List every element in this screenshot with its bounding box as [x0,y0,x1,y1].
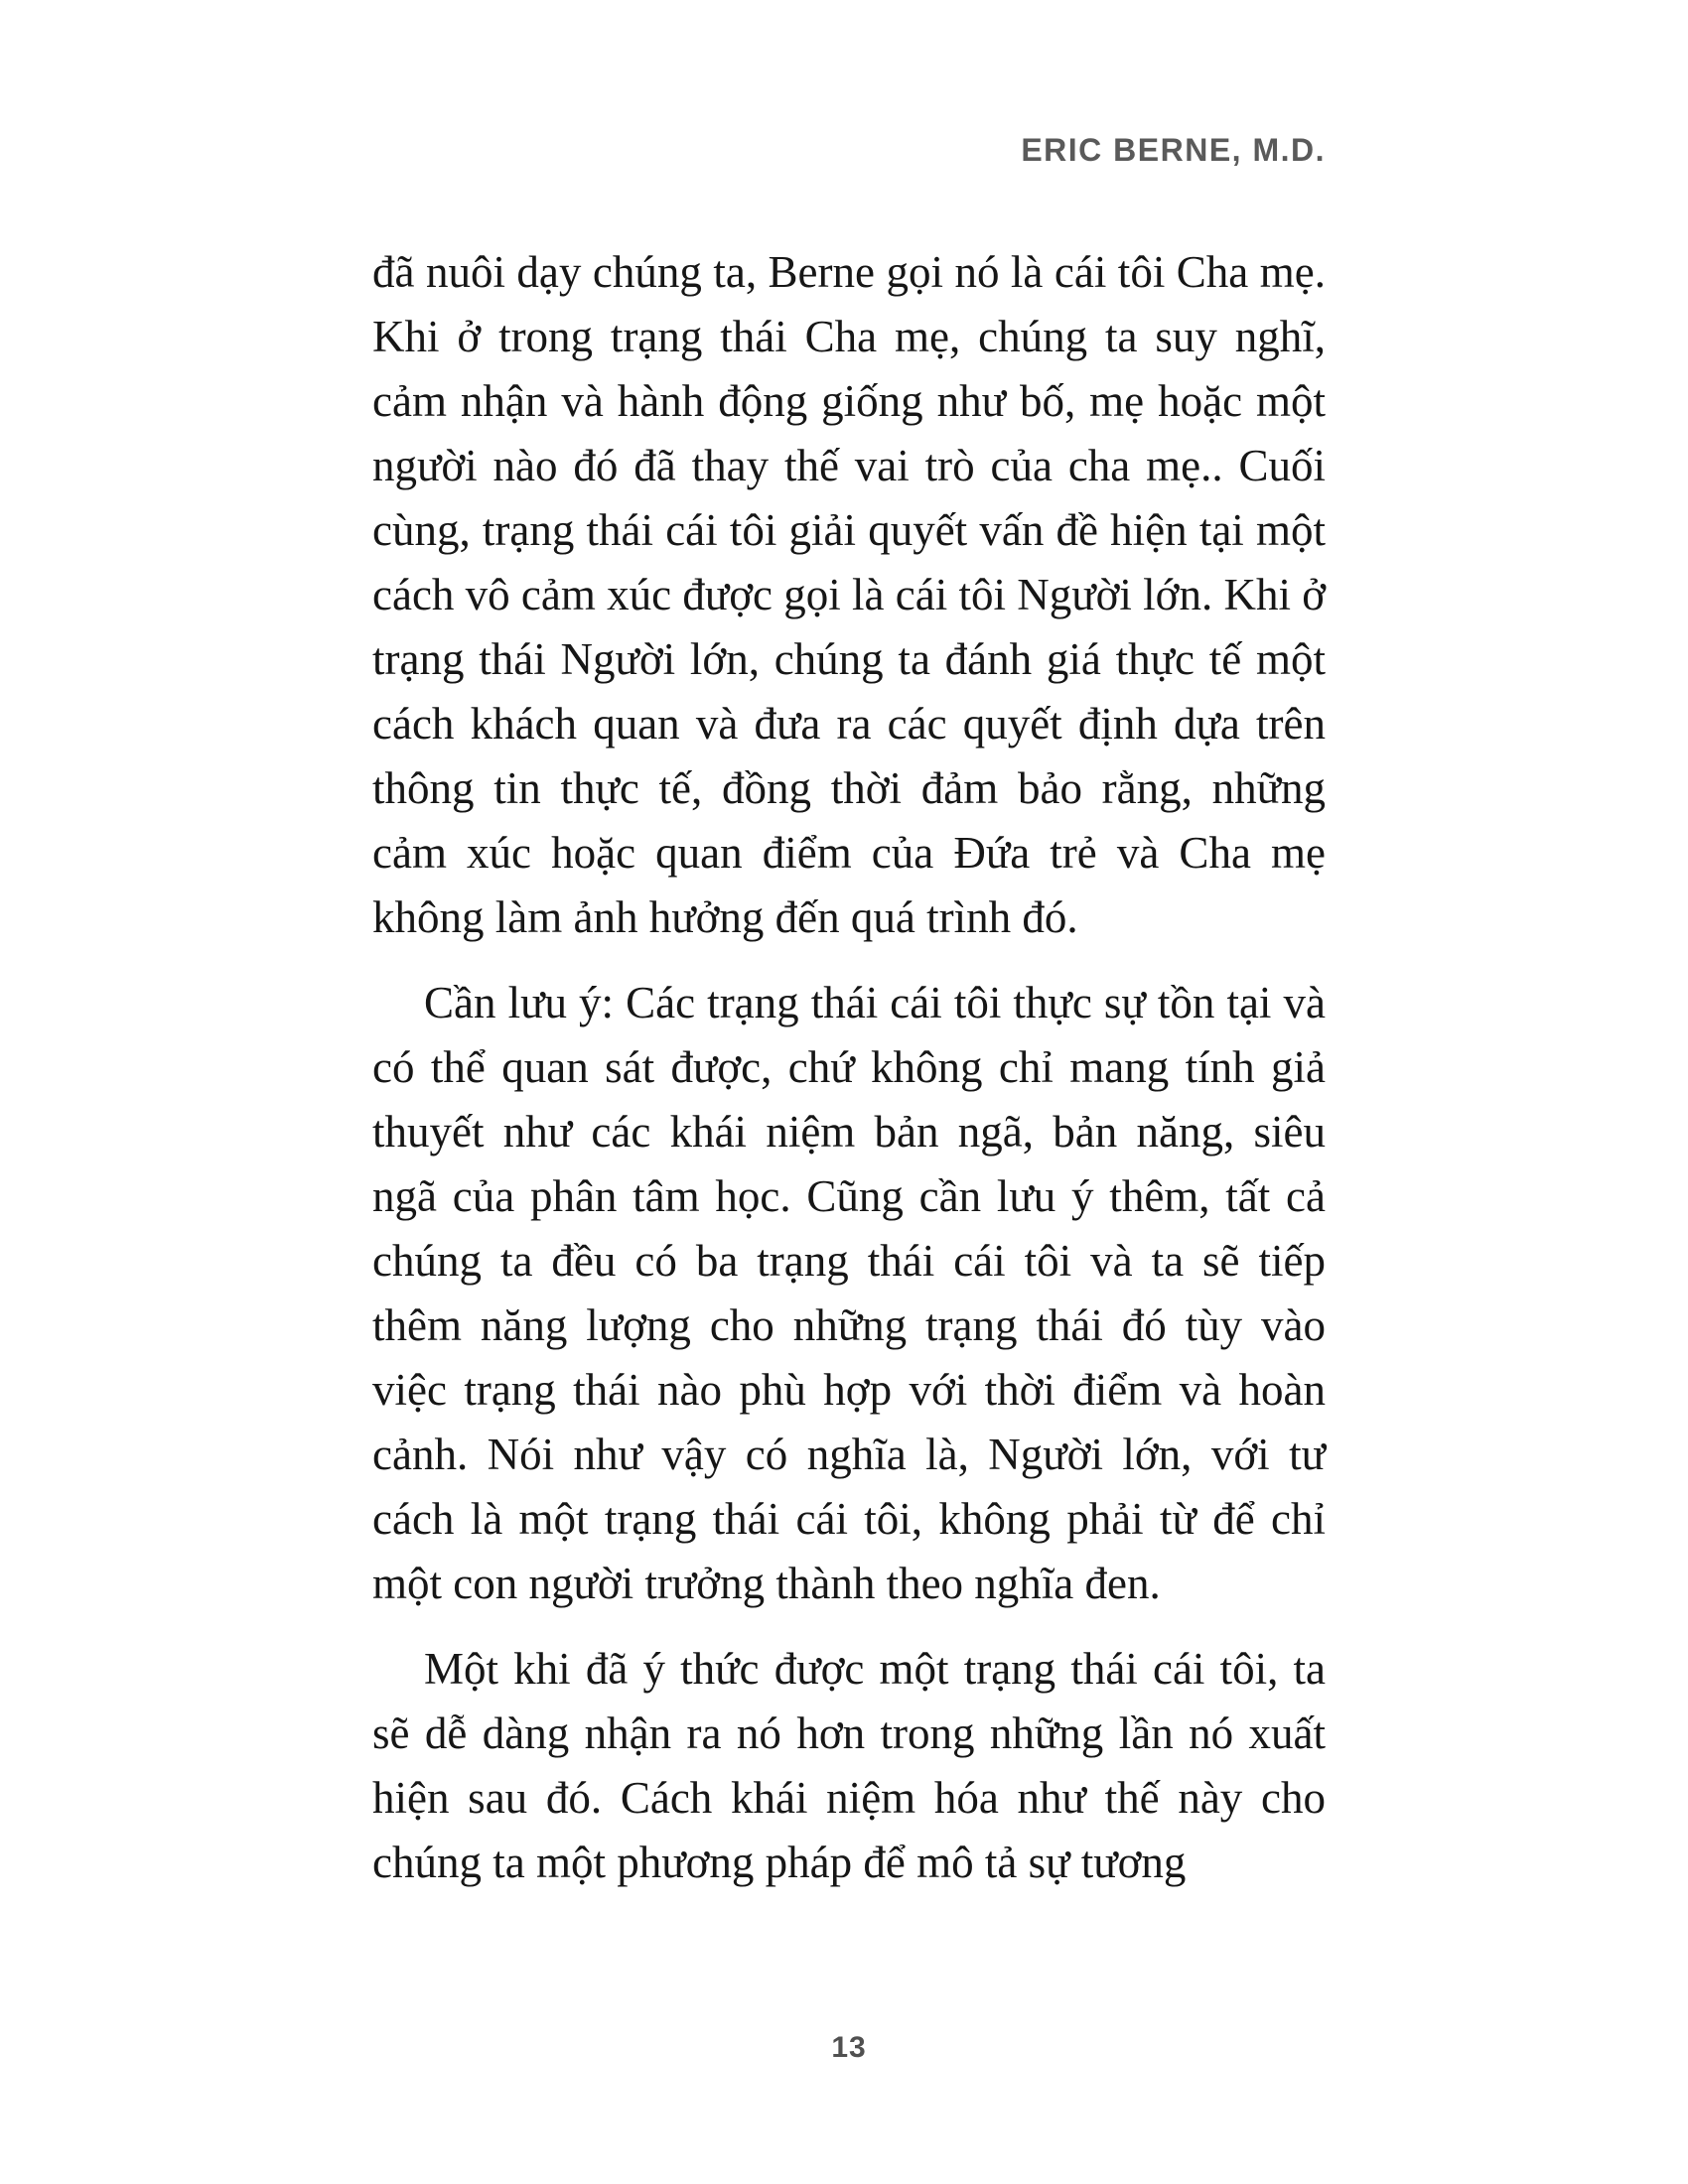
running-header: ERIC BERNE, M.D. [1021,132,1326,168]
page-number: 13 [831,2031,867,2064]
body-text [372,240,1326,1916]
paragraph-continuation: đã nuôi dạy chúng ta, Berne gọi nó là cái tôi Cha mẹ. Khi ở trong trạng thái Cha mẹ, chúng ta suy nghĩ, cảm nhận và hành động giống như bố, mẹ hoặc một người nào đó đã thay thế vai trò của cha mẹ.. Cuối cùng, trạng thái cái tôi giải quyết vấn đề hiện tại một cách vô cảm xúc được gọi là cái tôi Người lớn. Khi ở trạng thái Người lớn, chúng ta đánh giá thực tế một cách khách quan và đưa ra các quyết định dựa trên thông tin thực tế, đồng thời đảm bảo rằng, những cảm xúc hoặc quan điểm của Đứa trẻ và Cha mẹ không làm ảnh hưởng đến quá trình đó. [372,247,1326,942]
paragraph: Một khi đã ý thức được một trạng thái cái tôi, ta sẽ dễ dàng nhận ra nó hơn trong những lần nó xuất hiện sau đó. Cách khái niệm hóa như thế này cho chúng ta một phương pháp để mô tả sự tương [372,1644,1326,1887]
paragraph: Cần lưu ý: Các trạng thái cái tôi thực sự tồn tại và có thể quan sát được, chứ không chỉ mang tính giả thuyết như các khái niệm bản ngã, bản năng, siêu ngã của phân tâm học. Cũng cần lưu ý thêm, tất cả chúng ta đều có ba trạng thái cái tôi và ta sẽ tiếp thêm năng lượng cho những trạng thái đó tùy vào việc trạng thái nào phù hợp với thời điểm và hoàn cảnh. Nói như vậy có nghĩa là, Người lớn, với tư cách là một trạng thái cái tôi, không phải từ để chỉ một con người trưởng thành theo nghĩa đen. [372,978,1326,1608]
